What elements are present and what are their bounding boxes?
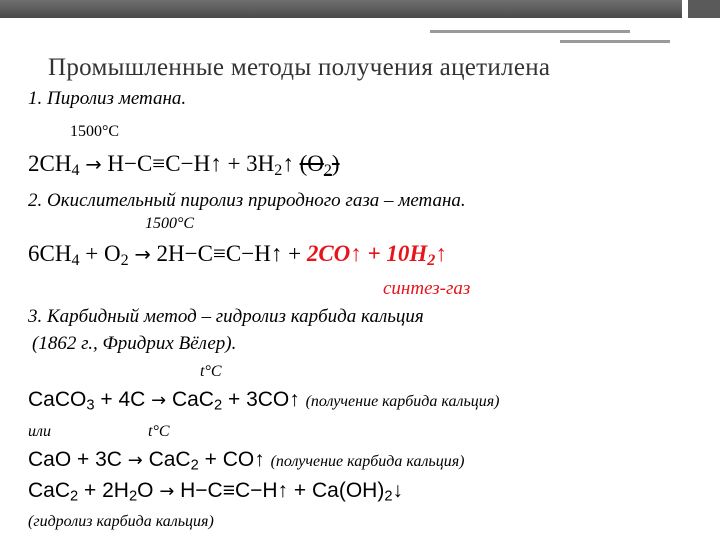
section1-condition: 1500°C bbox=[70, 123, 120, 140]
section2-condition: 1500°C bbox=[145, 215, 195, 232]
section3-note: (гидролиз карбида кальция) bbox=[28, 513, 214, 530]
arrow-icon: → bbox=[85, 153, 102, 176]
section3-equation-1: CaCO$_3$ + 4C → CaC$_2$ + 3CO↑ (получение карбида кальция) bbox=[28, 388, 500, 414]
section3-condition-2: t°C bbox=[148, 423, 170, 440]
section2-equation: $6CH_4 + O_2$ → 2H−C≡C−H↑ + 2CO↑ + $10H_2↑$ bbox=[28, 241, 447, 270]
section1-equation: $2CH_4$ → H−C≡C−H↑ + $3H_2↑$ $(O_2)$ bbox=[28, 151, 340, 180]
or-label: или bbox=[28, 423, 51, 440]
top-bar bbox=[0, 0, 720, 18]
section3-equation-3: $CaC_2 + 2H_2O$ → H−C≡C−H↑ + $Ca(OH)_2↓$ bbox=[28, 479, 403, 505]
arrow-icon: → bbox=[127, 450, 143, 471]
section3-heading: 3. Карбидный метод – гидролиз карбида кальция bbox=[28, 306, 424, 327]
section3-equation-2: CaO + 3C → CaC$_2$ + CO↑ (получение карбида кальция) bbox=[28, 448, 465, 474]
decor-line bbox=[430, 30, 630, 33]
top-bar-right-block bbox=[688, 0, 720, 18]
arrow-icon: → bbox=[159, 481, 175, 502]
section2-note: синтез-газ bbox=[383, 278, 471, 299]
decor-line bbox=[560, 40, 670, 43]
section1-heading: 1. Пиролиз метана. bbox=[28, 88, 187, 109]
section3-condition-1: t°C bbox=[200, 363, 222, 380]
arrow-icon: → bbox=[134, 243, 151, 266]
slide-title: Промышленные методы получения ацетилена bbox=[48, 54, 551, 81]
section3-heading-2: (1862 г., Фридрих Вёлер). bbox=[32, 333, 237, 354]
arrow-icon: → bbox=[151, 390, 167, 411]
top-bar-dark-band bbox=[0, 0, 682, 18]
section2-heading: 2. Окислительный пиролиз природного газа – метана. bbox=[28, 190, 466, 211]
